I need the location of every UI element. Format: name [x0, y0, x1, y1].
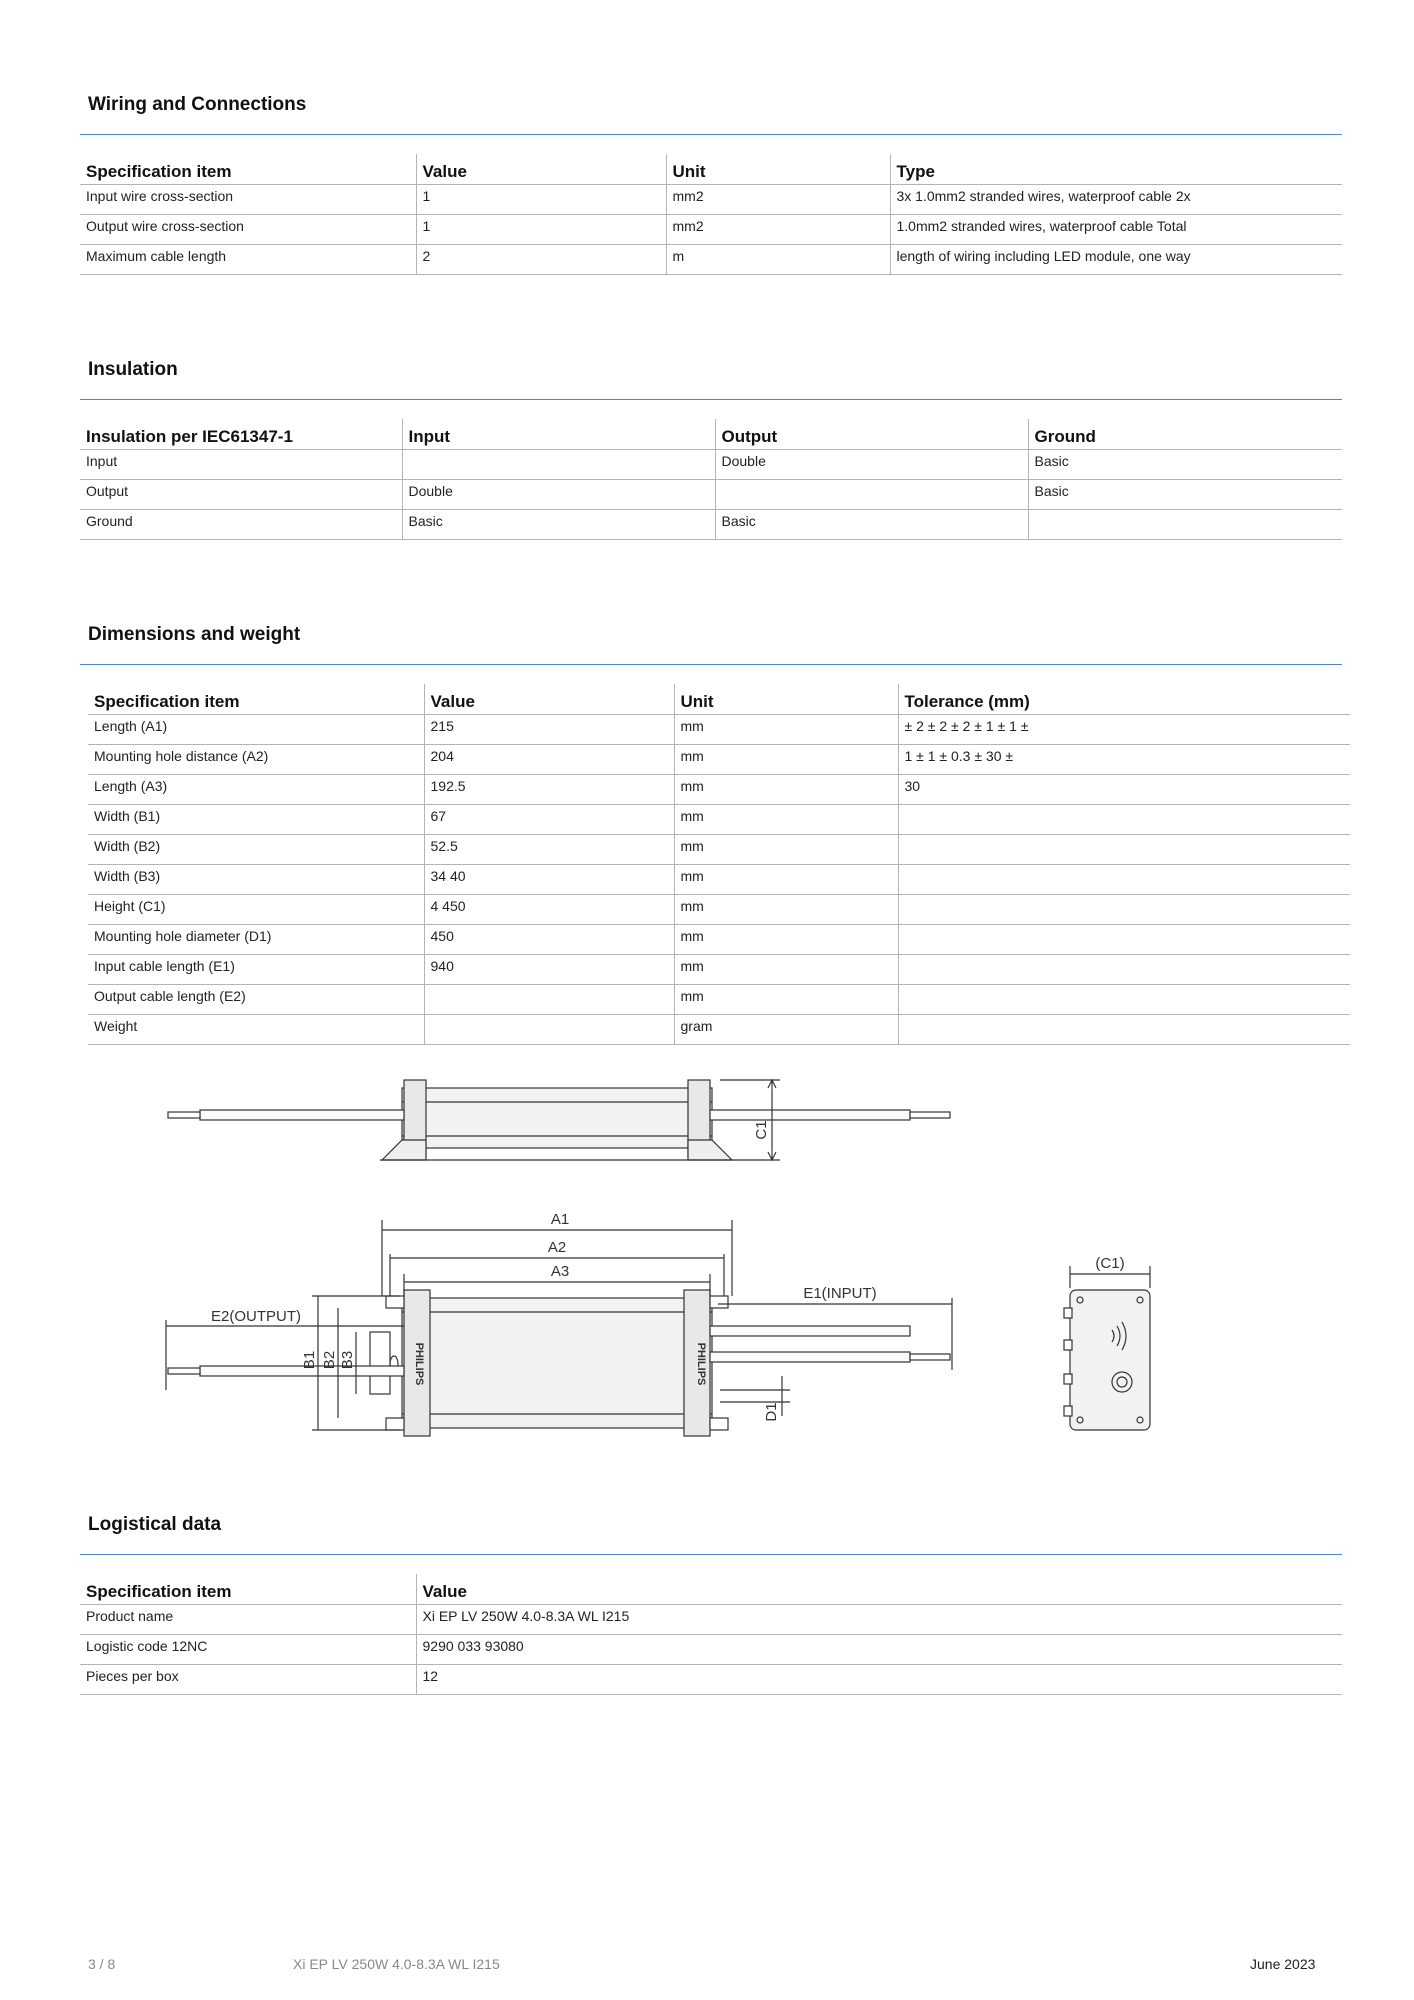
header-cell: Unit — [666, 154, 890, 185]
table-row — [88, 745, 1350, 775]
cell: 52.5 — [424, 835, 674, 865]
section-title: Insulation — [88, 359, 178, 380]
cell: mm — [674, 985, 898, 1015]
header-cell: Tolerance (mm) — [898, 684, 1350, 715]
section-title: Dimensions and weight — [88, 624, 301, 645]
dim-label-d1: D1 — [763, 1402, 780, 1422]
end-view — [1064, 1266, 1150, 1430]
cell — [424, 985, 674, 1015]
header-cell: Specification item — [88, 684, 424, 715]
cell: mm — [674, 925, 898, 955]
table-row — [80, 1635, 1342, 1665]
footer-product-name: Xi EP LV 250W 4.0-8.3A WL I215 — [293, 1956, 500, 1972]
table-row — [80, 480, 1342, 510]
cell: Product name — [80, 1605, 416, 1635]
footer-date: June 2023 — [1250, 1956, 1316, 1972]
cell: mm — [674, 955, 898, 985]
header-cell: Input — [402, 419, 715, 450]
cell: mm2 — [666, 185, 890, 215]
cell: Weight — [88, 1015, 424, 1045]
cell — [424, 1015, 674, 1045]
logistical-table — [80, 1574, 1342, 1695]
cell: Basic — [1028, 450, 1342, 480]
table-row — [80, 215, 1342, 245]
cell: Double — [715, 450, 1028, 480]
dim-label-a3: A3 — [550, 1263, 570, 1280]
section-rule — [80, 134, 1342, 135]
dim-label-c1: C1 — [753, 1120, 770, 1140]
cell: mm — [674, 865, 898, 895]
cell: Input — [80, 450, 402, 480]
wiring-section — [80, 90, 1342, 290]
cell: Width (B3) — [88, 865, 424, 895]
header-cell: Specification item — [80, 1574, 416, 1605]
dim-label-e1: E1(INPUT) — [803, 1285, 877, 1302]
cell: 67 — [424, 805, 674, 835]
cell: Height (C1) — [88, 895, 424, 925]
cell: Length (A3) — [88, 775, 424, 805]
cell — [898, 1015, 1350, 1045]
section-rule — [80, 664, 1342, 665]
cell: Double — [402, 480, 715, 510]
cell — [898, 865, 1350, 895]
header-cell: Value — [416, 154, 666, 185]
header-cell: Value — [424, 684, 674, 715]
cell: Width (B2) — [88, 835, 424, 865]
cell: Basic — [715, 510, 1028, 540]
dimensions-section — [80, 620, 1342, 1060]
brand-label: PHILIPS — [695, 1342, 707, 1386]
header-cell: Value — [416, 1574, 1342, 1605]
cell: Mounting hole distance (A2) — [88, 745, 424, 775]
cell: Xi EP LV 250W 4.0-8.3A WL I215 — [416, 1605, 1342, 1635]
cell: Logistic code 12NC — [80, 1635, 416, 1665]
wiring-table — [80, 154, 1342, 275]
section-rule — [80, 1554, 1342, 1555]
cell: 3x 1.0mm2 stranded wires, waterproof cable 2x — [890, 185, 1342, 215]
cell: mm — [674, 715, 898, 745]
dim-label-a2: A2 — [547, 1239, 567, 1256]
cell: Basic — [402, 510, 715, 540]
side-view — [168, 1080, 950, 1160]
table-row — [88, 835, 1350, 865]
cell — [898, 805, 1350, 835]
insulation-section — [80, 355, 1342, 555]
dimension-drawing — [0, 1060, 1414, 1450]
table-row — [80, 185, 1342, 215]
cell: 1 ± 1 ± 0.3 ± 30 ± — [898, 745, 1350, 775]
header-cell: Unit — [674, 684, 898, 715]
cell: 12 — [416, 1665, 1342, 1695]
cell — [898, 925, 1350, 955]
header-cell: Type — [890, 154, 1342, 185]
cell: Input wire cross-section — [80, 185, 416, 215]
cell: Input cable length (E1) — [88, 955, 424, 985]
header-cell: Output — [715, 419, 1028, 450]
insulation-table — [80, 419, 1342, 540]
cell — [402, 450, 715, 480]
table-row — [88, 925, 1350, 955]
table-row — [80, 450, 1342, 480]
dim-label-a1: A1 — [550, 1211, 570, 1228]
cell: Length (A1) — [88, 715, 424, 745]
cell: 204 — [424, 745, 674, 775]
table-row — [80, 1605, 1342, 1635]
cell: 30 — [898, 775, 1350, 805]
cell — [715, 480, 1028, 510]
table-row — [88, 955, 1350, 985]
cell: Pieces per box — [80, 1665, 416, 1695]
logistical-section — [80, 1510, 1342, 1710]
section-title: Logistical data — [88, 1514, 222, 1535]
dim-label-b2: B2 — [321, 1350, 338, 1370]
cell: mm — [674, 835, 898, 865]
cell: length of wiring including LED module, one way — [890, 245, 1342, 275]
cell — [1028, 510, 1342, 540]
cell: Ground — [80, 510, 402, 540]
cell: gram — [674, 1015, 898, 1045]
table-row — [88, 775, 1350, 805]
cell: mm — [674, 805, 898, 835]
table-row — [88, 715, 1350, 745]
cell: 1 — [416, 185, 666, 215]
table-row — [80, 245, 1342, 275]
cell — [898, 955, 1350, 985]
cell: 1 — [416, 215, 666, 245]
dim-label-e2: E2(OUTPUT) — [211, 1308, 301, 1325]
cell: mm2 — [666, 215, 890, 245]
cell: 1.0mm2 stranded wires, waterproof cable Total — [890, 215, 1342, 245]
table-row — [80, 1665, 1342, 1695]
table-row — [88, 895, 1350, 925]
cell: 450 — [424, 925, 674, 955]
table-row — [88, 805, 1350, 835]
cell: 192.5 — [424, 775, 674, 805]
header-cell: Specification item — [80, 154, 416, 185]
cell: Output wire cross-section — [80, 215, 416, 245]
cell: 34 40 — [424, 865, 674, 895]
cell: mm — [674, 895, 898, 925]
cell: m — [666, 245, 890, 275]
dim-label-c1-paren: (C1) — [1095, 1255, 1125, 1272]
cell: ± 2 ± 2 ± 2 ± 1 ± 1 ± — [898, 715, 1350, 745]
cell — [898, 985, 1350, 1015]
table-row — [80, 510, 1342, 540]
cell: Basic — [1028, 480, 1342, 510]
dim-label-b3: B3 — [339, 1350, 356, 1370]
cell: Output cable length (E2) — [88, 985, 424, 1015]
table-row — [88, 985, 1350, 1015]
cell: mm — [674, 745, 898, 775]
header-cell: Ground — [1028, 419, 1342, 450]
cell: mm — [674, 775, 898, 805]
header-cell: Insulation per IEC61347-1 — [80, 419, 402, 450]
cell: Width (B1) — [88, 805, 424, 835]
cell: Maximum cable length — [80, 245, 416, 275]
table-row — [88, 865, 1350, 895]
cell: Mounting hole diameter (D1) — [88, 925, 424, 955]
cell: 215 — [424, 715, 674, 745]
section-rule — [80, 399, 1342, 400]
dimensions-table — [88, 684, 1350, 1045]
cell — [898, 895, 1350, 925]
cell: 4 450 — [424, 895, 674, 925]
section-title: Wiring and Connections — [88, 94, 307, 115]
cell: 940 — [424, 955, 674, 985]
page-number: 3 / 8 — [88, 1956, 116, 1972]
table-row — [88, 1015, 1350, 1045]
dim-label-b1: B1 — [301, 1350, 318, 1370]
brand-label: PHILIPS — [413, 1342, 425, 1386]
cell — [898, 835, 1350, 865]
cell: 2 — [416, 245, 666, 275]
cell: 9290 033 93080 — [416, 1635, 1342, 1665]
cell: Output — [80, 480, 402, 510]
